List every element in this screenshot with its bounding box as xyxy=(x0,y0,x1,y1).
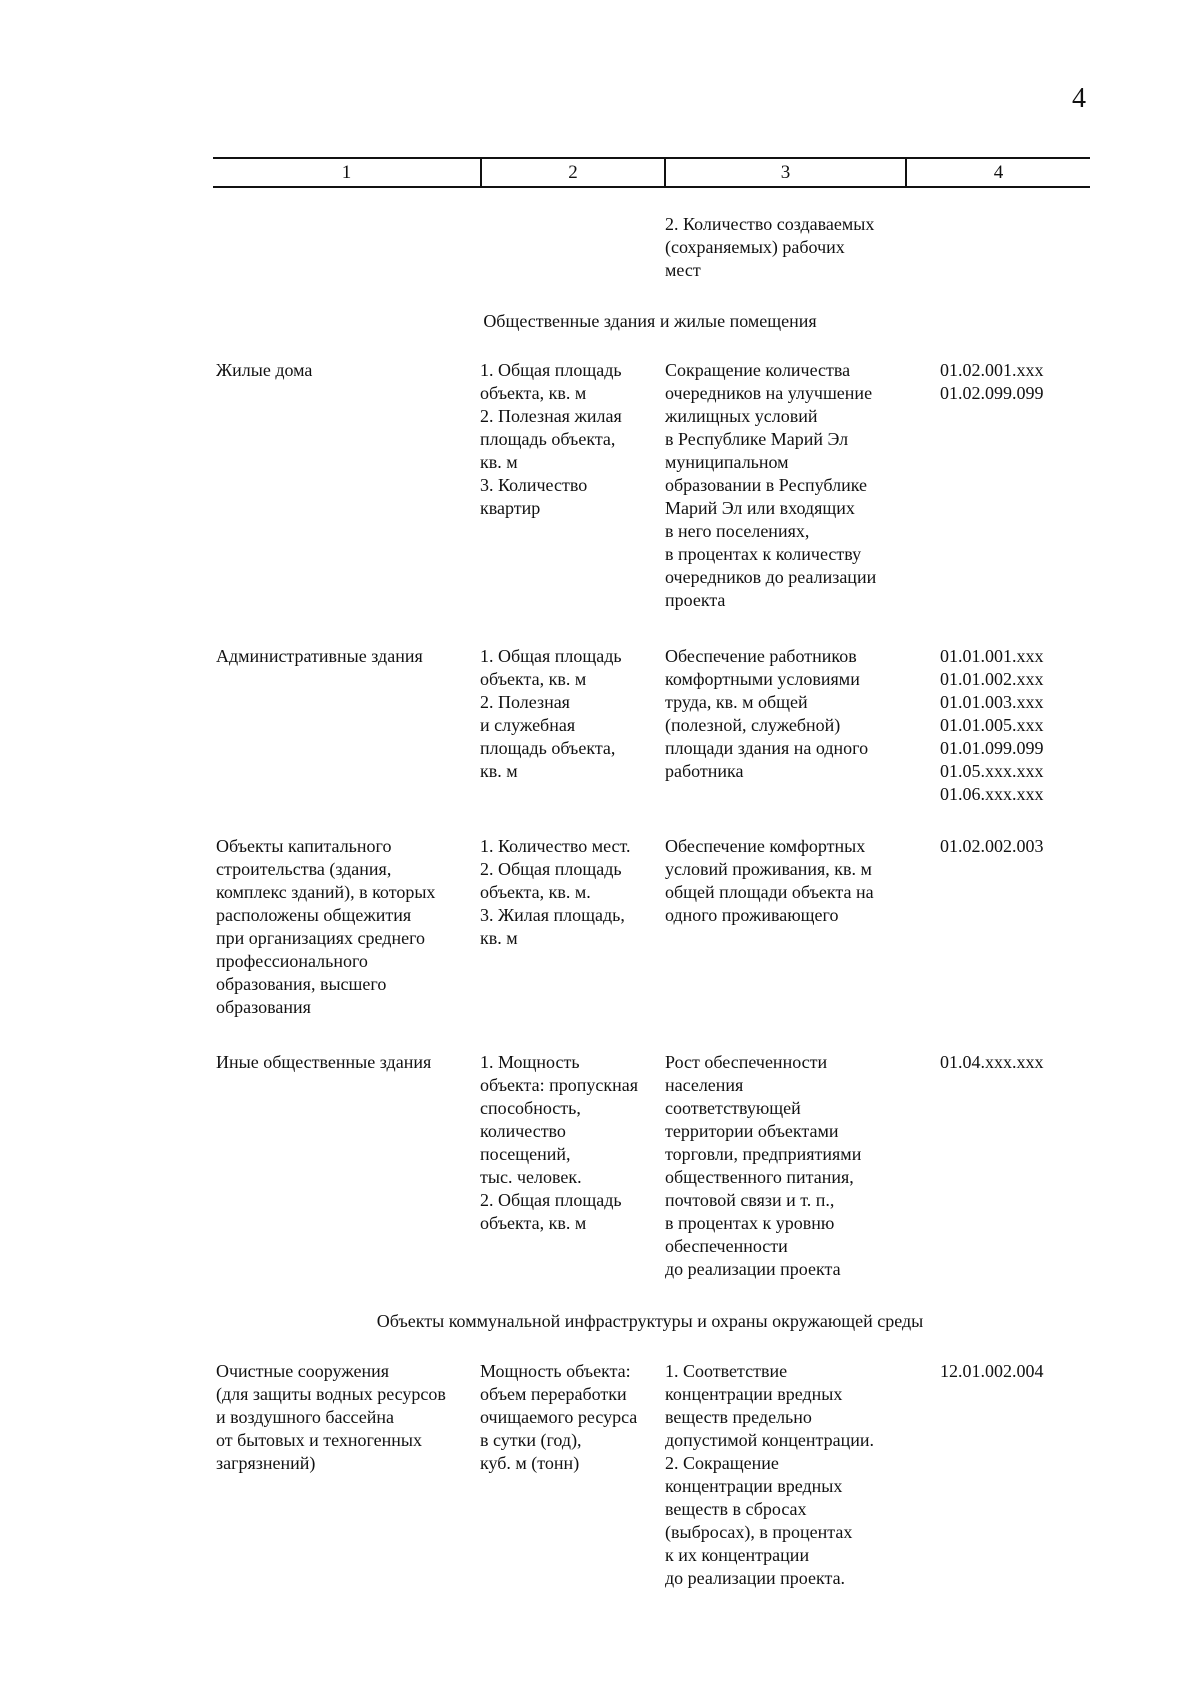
header-col-2: 2 xyxy=(568,162,578,183)
capacity-indicators: 1. Общая площадь объекта, кв. м 2. Полезная жилая площадь объекта, кв. м 3. Количество квартир xyxy=(480,360,622,518)
code: 01.04.xxx.xxx xyxy=(940,1052,1044,1072)
result-indicators: Рост обеспеченности населения соответствующей территории объектами торговли, предприятиями общественного питания, почтовой связи и т. п., в процентах к уровню обеспеченности до реализации проекта xyxy=(665,1052,862,1279)
code: 12.01.002.004 xyxy=(940,1361,1044,1381)
result-indicators: Обеспечение работников комфортными условиями труда, кв. м общей (полезной, служебной) площади здания на одного работника xyxy=(665,646,869,781)
object-type: Очистные сооружения (для защиты водных ресурсов и воздушного бассейна от бытовых и техногенных загрязнений) xyxy=(216,1361,446,1473)
object-type: Административные здания xyxy=(216,646,423,666)
code: 01.02.001.xxx 01.02.099.099 xyxy=(940,360,1044,403)
continuation-indicators: 2. Количество создаваемых (сохраняемых) рабочих мест xyxy=(665,214,875,280)
header-top-rule xyxy=(213,157,1090,159)
result-indicators: 1. Соответствие концентрации вредных веществ предельно допустимой концентрации. 2. Сокращение концентрации вредных веществ в сбросах (выбросах), в процентах к их концентрации до реализации проекта. xyxy=(665,1361,874,1588)
code: 01.01.001.xxx 01.01.002.xxx 01.01.003.xxx 01.01.005.xxx 01.01.099.099 01.05.xxx.xxx 01.06.xxx.xxx xyxy=(940,646,1044,804)
section-title: Объекты коммунальной инфраструктуры и охраны окружающей среды xyxy=(376,1311,924,1331)
capacity-indicators: Мощность объекта: объем переработки очищаемого ресурса в сутки (год), куб. м (тонн) xyxy=(480,1361,638,1473)
capacity-indicators: 1. Мощность объекта: пропускная способность, количество посещений, тыс. человек. 2. Общая площадь объекта, кв. м xyxy=(480,1052,638,1233)
result-indicators: Обеспечение комфортных условий проживания, кв. м общей площади объекта на одного проживающего xyxy=(665,836,874,925)
result-indicators: Сокращение количества очередников на улучшение жилищных условий в Республике Марий Эл муниципальном образовании в Республике Марий Эл или входящих в него поселениях, в процентах к количеству очередников до реализации проекта xyxy=(665,360,877,610)
header-bottom-rule xyxy=(213,186,1090,188)
object-type: Объекты капитального строительства (здания, комплекс зданий), в которых расположены общежития при организациях среднего профессионального образования, высшего образования xyxy=(216,836,436,1017)
code: 01.02.002.003 xyxy=(940,836,1044,856)
section-title: Общественные здания и жилые помещения xyxy=(483,311,817,331)
header-col-1: 1 xyxy=(341,162,352,183)
capacity-indicators: 1. Количество мест. 2. Общая площадь объекта, кв. м. 3. Жилая площадь, кв. м xyxy=(480,836,631,948)
header-col-4: 4 xyxy=(993,162,1004,183)
object-type: Иные общественные здания xyxy=(216,1052,432,1072)
page-number: 4 xyxy=(1072,83,1086,114)
capacity-indicators: 1. Общая площадь объекта, кв. м 2. Полезная и служебная площадь объекта, кв. м xyxy=(480,646,622,781)
object-type: Жилые дома xyxy=(216,360,313,380)
header-col-3: 3 xyxy=(780,162,791,183)
